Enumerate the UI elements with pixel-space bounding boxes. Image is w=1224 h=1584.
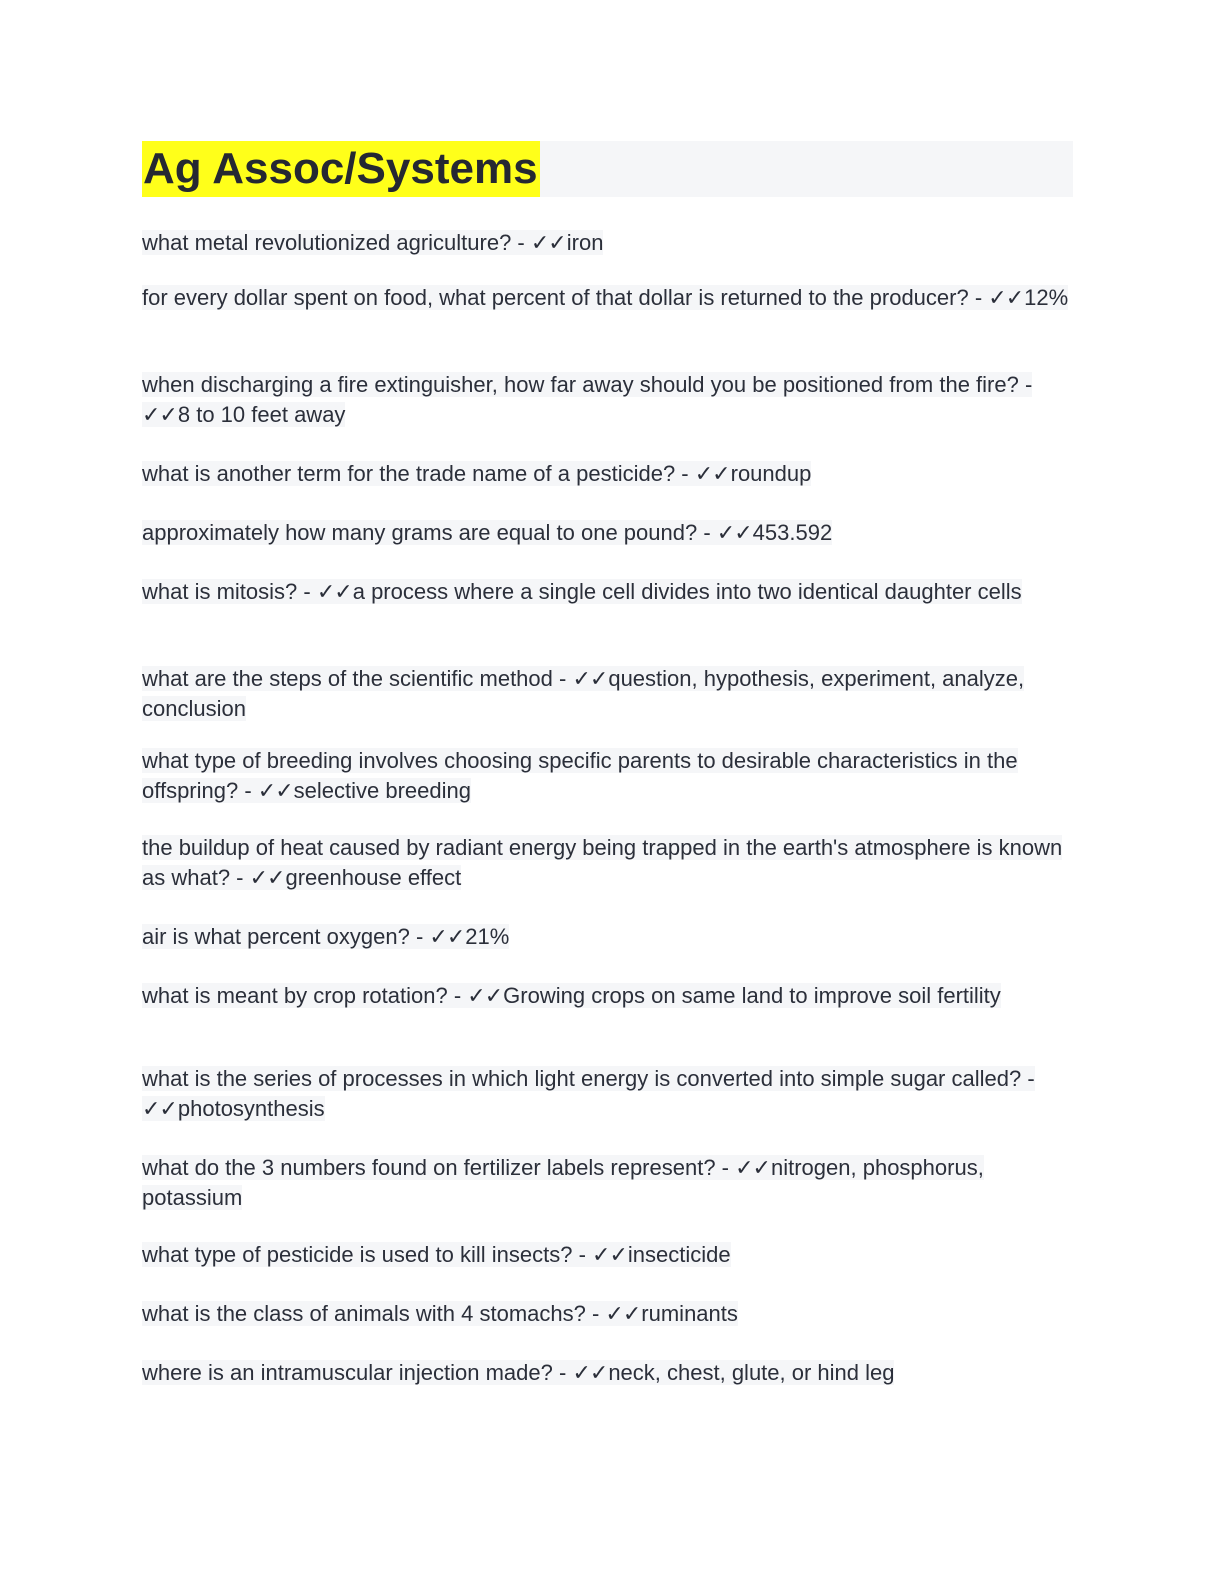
qa-line	[142, 579, 1022, 604]
separator: -	[1018, 372, 1033, 397]
question-text: what type of breeding involves choosing specific parents to desirable characteristics in the offspring?	[142, 748, 1018, 803]
title-bar	[142, 141, 1073, 197]
answer-text: ruminants	[641, 1301, 738, 1326]
answer-text: 12%	[1024, 285, 1069, 310]
check-mark-icon: ✓✓	[429, 924, 465, 949]
separator: -	[585, 1301, 606, 1326]
check-mark-icon: ✓✓	[249, 864, 285, 890]
check-mark-icon: ✓✓	[735, 1155, 770, 1180]
question-text: what type of pesticide is used to kill insects?	[142, 1242, 573, 1267]
qa-item	[142, 746, 1073, 805]
separator: -	[297, 579, 317, 604]
qa-line	[142, 1301, 738, 1326]
qa-line	[142, 1242, 731, 1267]
qa-item	[142, 1153, 1073, 1212]
check-mark-icon: ✓✓	[694, 461, 730, 486]
qa-line	[142, 461, 811, 486]
qa-line	[142, 1155, 984, 1210]
answer-text: a process where a single cell divides into two identical daughter cells	[352, 579, 1022, 604]
question-text: approximately how many grams are equal to one pound?	[142, 520, 698, 545]
qa-item	[142, 664, 1073, 723]
separator: -	[409, 924, 430, 949]
check-mark-icon: ✓✓	[142, 401, 177, 427]
separator: -	[238, 777, 258, 803]
answer-text: insecticide	[627, 1242, 731, 1267]
answer-text: question, hypothesis, experiment, analyze, conclusion	[142, 666, 1025, 721]
qa-line	[142, 666, 1024, 721]
qa-item	[142, 518, 1073, 548]
question-text: what is the series of processes in which light energy is converted into simple sugar called?	[142, 1066, 1022, 1091]
check-mark-icon: ✓✓	[530, 230, 566, 255]
question-text: what is the class of animals with 4 stomachs?	[142, 1301, 586, 1326]
question-text: when discharging a fire extinguisher, how far away should you be positioned from the fire?	[142, 372, 1019, 397]
question-text: where is an intramuscular injection made?	[142, 1360, 553, 1385]
qa-line	[142, 748, 1018, 803]
separator: -	[697, 520, 717, 545]
question-text: for every dollar spent on food, what percent of that dollar is returned to the producer?	[142, 285, 969, 310]
qa-item	[142, 833, 1073, 892]
check-mark-icon: ✓✓	[592, 1242, 627, 1267]
separator: -	[968, 285, 989, 310]
answer-text: greenhouse effect	[285, 864, 462, 890]
check-mark-icon: ✓✓	[316, 579, 352, 604]
separator: -	[230, 864, 250, 890]
qa-line	[142, 230, 603, 255]
qa-item	[142, 981, 1073, 1011]
check-mark-icon: ✓✓	[572, 1360, 608, 1385]
qa-item	[142, 1240, 1073, 1270]
question-text: what is mitosis?	[142, 579, 298, 604]
separator: -	[675, 461, 695, 486]
answer-text: iron	[566, 230, 604, 255]
document-page	[142, 141, 1073, 1385]
answer-text: neck, chest, glute, or hind leg	[608, 1360, 895, 1385]
qa-line	[142, 520, 832, 545]
question-text: the buildup of heat caused by radiant energy being trapped in the earth's atmosphere is known as what?	[142, 835, 1063, 890]
check-mark-icon: ✓✓	[257, 777, 293, 803]
qa-line	[142, 285, 1068, 310]
question-text: what is another term for the trade name of a pesticide?	[142, 461, 676, 486]
qa-line	[142, 924, 509, 949]
qa-item	[142, 1064, 1073, 1123]
answer-text: 8 to 10 feet away	[177, 401, 346, 427]
qa-item	[142, 228, 1073, 258]
question-text: what do the 3 numbers found on fertilizer labels represent?	[142, 1155, 716, 1180]
qa-line	[142, 1066, 1035, 1121]
qa-line	[142, 1360, 894, 1385]
check-mark-icon: ✓✓	[716, 520, 752, 545]
separator: -	[715, 1155, 736, 1180]
check-mark-icon: ✓✓	[142, 1095, 177, 1121]
answer-text: nitrogen, phosphorus, potassium	[142, 1155, 984, 1210]
check-mark-icon: ✓✓	[467, 983, 503, 1008]
answer-text: selective breeding	[293, 777, 471, 803]
qa-line	[142, 372, 1032, 427]
answer-text: photosynthesis	[177, 1095, 325, 1121]
question-text: what is meant by crop rotation?	[142, 983, 448, 1008]
qa-item	[142, 1358, 1073, 1388]
qa-line	[142, 983, 1001, 1008]
document-title: Ag Assoc/Systems	[142, 141, 540, 197]
qa-item	[142, 922, 1073, 952]
qa-item	[142, 370, 1073, 429]
question-text: what are the steps of the scientific method	[142, 666, 553, 691]
separator: -	[552, 666, 573, 691]
check-mark-icon: ✓✓	[572, 666, 608, 691]
separator: -	[572, 1242, 593, 1267]
check-mark-icon: ✓✓	[988, 285, 1024, 310]
answer-text: roundup	[730, 461, 812, 486]
separator: -	[447, 983, 468, 1008]
answer-text: Growing crops on same land to improve soil fertility	[503, 983, 1001, 1008]
question-text: what metal revolutionized agriculture?	[142, 230, 512, 255]
qa-item	[142, 577, 1073, 607]
separator: -	[552, 1360, 573, 1385]
qa-item	[142, 283, 1073, 313]
answer-text: 453.592	[752, 520, 833, 545]
separator: -	[511, 230, 531, 255]
qa-item	[142, 1299, 1073, 1329]
check-mark-icon: ✓✓	[605, 1301, 641, 1326]
separator: -	[1021, 1066, 1035, 1091]
qa-item	[142, 459, 1073, 489]
question-text: air is what percent oxygen?	[142, 924, 410, 949]
qa-line	[142, 835, 1062, 890]
answer-text: 21%	[465, 924, 510, 949]
